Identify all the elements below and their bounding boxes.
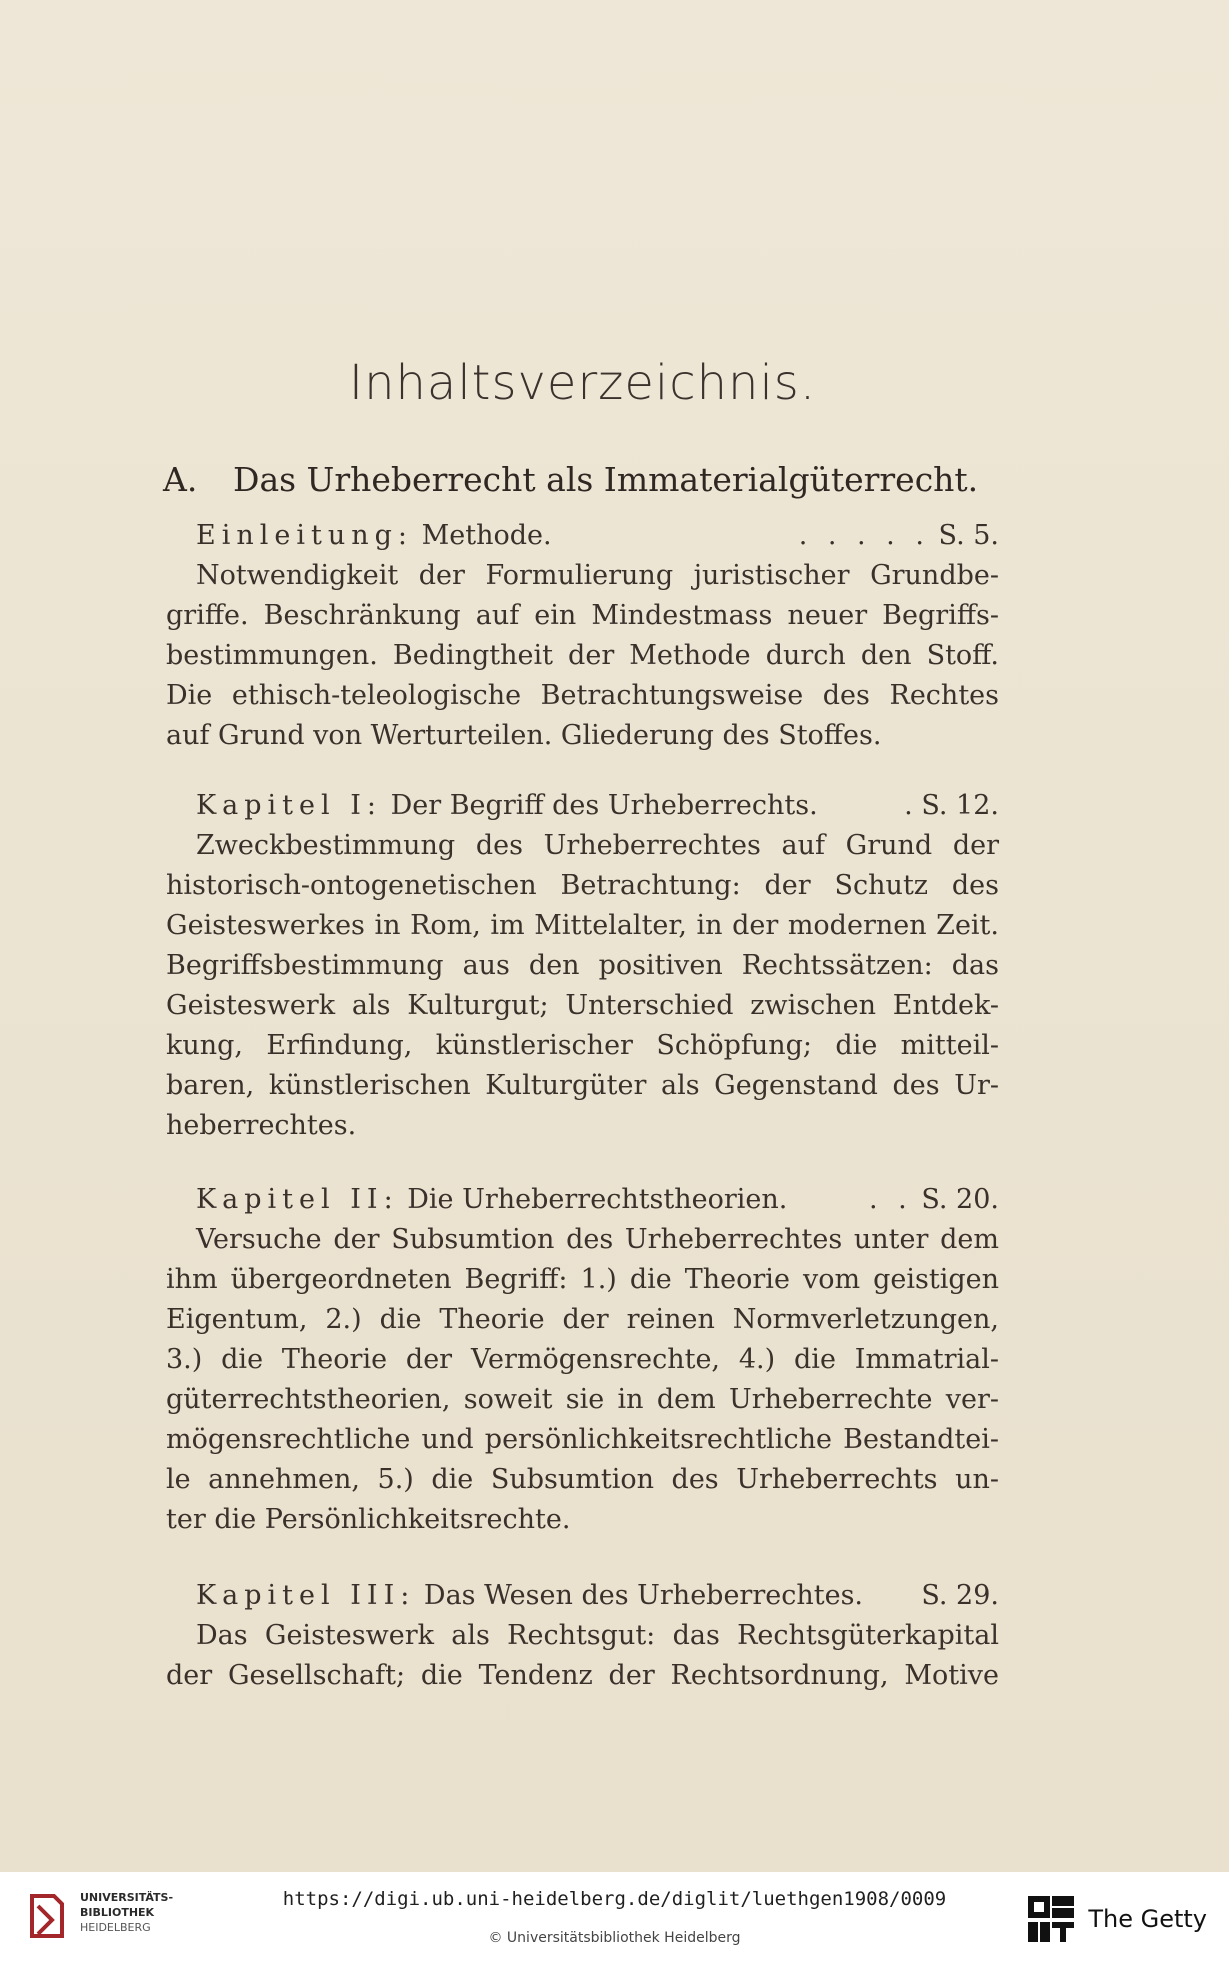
entry-text-line: baren, künstlerischen Kulturgüter als Gegenstand des Ur-	[166, 1070, 999, 1101]
entry-text-line: der Gesellschaft; die Tendenz der Rechtsordnung, Motive	[166, 1660, 999, 1691]
toc-entry-heading	[166, 786, 999, 826]
entry-text-line: historisch-ontogenetischen Betrachtung: der Schutz des	[166, 870, 999, 901]
page-title: Inhaltsverzeichnis.	[348, 355, 817, 411]
getty-logo[interactable]	[1026, 1894, 1207, 1944]
entry-text-line: le annehmen, 5.) die Subsumtion des Urheberrechts un-	[166, 1464, 999, 1495]
entry-title: Der Begriff des Urheberrechts.	[390, 790, 818, 821]
entry-label: Kapitel I:	[196, 790, 382, 821]
section-heading-text: Das Urheberrecht als Immaterialgüterrecht.	[233, 460, 979, 499]
entry-text-line: griffe. Beschränkung auf ein Mindestmass neuer Begriffs-	[166, 600, 999, 631]
toc-entry-heading	[166, 1180, 999, 1220]
library-name-line: BIBLIOTHEK	[80, 1906, 155, 1919]
entry-text-line: auf Grund von Werturteilen. Gliederung des Stoffes.	[166, 720, 882, 751]
section-a-heading	[163, 460, 1013, 499]
entry-text-line: bestimmungen. Bedingtheit der Methode durch den Stoff.	[166, 640, 999, 671]
entry-text-line: heberrechtes.	[166, 1110, 357, 1141]
entry-text-line: Versuche der Subsumtion des Urheberrechtes unter dem	[196, 1224, 999, 1255]
entry-text-line: Geisteswerk als Kulturgut; Unterschied zwischen Entdek-	[166, 990, 999, 1021]
library-city-line: HEIDELBERG	[80, 1921, 151, 1934]
entry-text-line: 3.) die Theorie der Vermögensrechte, 4.) die Immatrial-	[166, 1344, 999, 1375]
section-letter: A.	[163, 460, 198, 499]
entry-label: Kapitel III:	[196, 1580, 416, 1611]
entry-text-line: Eigentum, 2.) die Theorie der reinen Normverletzungen,	[166, 1304, 999, 1335]
entry-text-line: Das Geisteswerk als Rechtsgut: das Rechtsgüterkapital	[196, 1620, 999, 1651]
footer-bar	[0, 1872, 1229, 1965]
entry-text-line: Die ethisch-teleologische Betrachtungsweise des Rechtes	[166, 680, 999, 711]
toc-entry-kapitel-3	[166, 1576, 999, 1696]
entry-page-number: S. 20.	[921, 1184, 999, 1215]
entry-title: Die Urheberrechtstheorien.	[407, 1184, 788, 1215]
entry-text-line: ihm übergeordneten Begriff: 1.) die Theorie vom geistigen	[166, 1264, 999, 1295]
copyright-notice: © Universitätsbibliothek Heidelberg	[488, 1930, 741, 1946]
toc-entry-einleitung	[166, 516, 999, 756]
entry-label: Einleitung:	[196, 520, 413, 551]
toc-entry-heading	[166, 516, 999, 556]
entry-text-line: güterrechtstheorien, soweit sie in dem Urheberrechte ver-	[166, 1384, 999, 1415]
toc-entry-heading	[166, 1576, 999, 1616]
toc-entry-kapitel-2	[166, 1180, 999, 1540]
entry-page-number: S. 5.	[938, 520, 999, 551]
entry-text-line: ter die Persönlichkeitsrechte.	[166, 1504, 571, 1535]
entry-title: Das Wesen des Urheberrechtes.	[423, 1580, 864, 1611]
entry-text-line: mögensrechtliche und persönlichkeitsrechtliche Bestandtei-	[166, 1424, 999, 1455]
entry-dots: . . . . .	[798, 520, 930, 551]
entry-label: Kapitel II:	[196, 1184, 399, 1215]
entry-text-line: kung, Erfindung, künstlerischer Schöpfung; die mitteil-	[166, 1030, 999, 1061]
entry-text-line: Notwendigkeit der Formulierung juristischer Grundbe-	[196, 560, 999, 591]
entry-page-number: S. 12.	[921, 790, 999, 821]
library-name-line: UNIVERSITÄTS-	[80, 1891, 174, 1904]
entry-dots: .	[904, 790, 913, 821]
entry-text-line: Begriffsbestimmung aus den positiven Rechtssätzen: das	[166, 950, 999, 981]
permalink-url[interactable]: https://digi.ub.uni-heidelberg.de/diglit/luethgen1908/0009	[282, 1888, 947, 1910]
getty-name: The Getty	[1088, 1905, 1207, 1933]
getty-logo-icon	[1026, 1894, 1076, 1944]
entry-text-line: Geisteswerkes in Rom, im Mittelalter, in der modernen Zeit.	[166, 910, 999, 941]
entry-page-number: S. 29.	[921, 1580, 999, 1611]
entry-text-line: Zweckbestimmung des Urheberrechtes auf Grund der	[196, 830, 999, 861]
entry-dots: . .	[869, 1184, 913, 1215]
toc-entry-kapitel-1	[166, 786, 999, 1146]
entry-title: Methode.	[421, 520, 552, 551]
